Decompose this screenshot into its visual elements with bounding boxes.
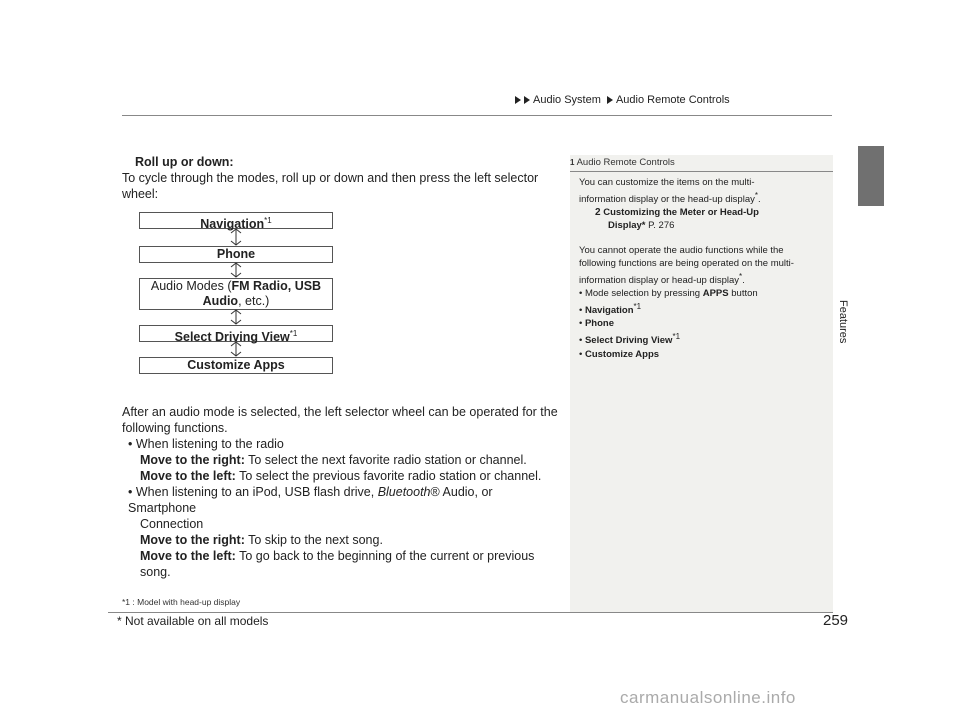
intro-text: To cycle through the modes, roll up or down and then press the left selector wheel: — [122, 171, 539, 201]
bullet-icon: • — [128, 485, 133, 499]
panel-bullet: • Customize Apps — [579, 348, 660, 360]
radio-right-item: Move to the right: To select the next favorite radio station or channel. — [140, 453, 527, 467]
bullet-icon: • — [579, 305, 583, 317]
side-note-body: You can customize the items on the multi- information display or the head-up display*. 2 Customizing the Meter or Head-Up Display* P. 276 You cannot operate the audio functions while the following functions are being operated on the multi- information display or head-up display*. • Mode selection by pressing APPS button • Navigation$^{*1}$ • Phone • Select Driving View$^{*1}$ • Customize Apps — [579, 176, 829, 361]
triangle-right-icon — [524, 96, 530, 104]
section-tab — [858, 146, 884, 206]
bullet-icon: • — [128, 437, 133, 451]
page-number: 259 — [823, 612, 849, 629]
flow-box-audio-modes: Audio Modes (FM Radio, USB Audio, etc.) — [139, 278, 333, 310]
intro-heading: Roll up or down: — [135, 155, 234, 169]
bullet-icon: • — [579, 348, 583, 360]
reference-arrow-icon: 2 — [595, 207, 601, 219]
ipod-bullet: • When listening to an iPod, USB flash drive, Bluetooth® Audio, or Smartphone — [128, 485, 493, 515]
radio-bullet: • When listening to the radio — [128, 437, 284, 451]
double-arrow-icon — [228, 228, 244, 246]
double-arrow-icon — [228, 341, 244, 357]
ipod-right-item: Move to the right: To skip to the next song. — [140, 533, 383, 547]
flow-box-customize-apps: Customize Apps — [139, 357, 333, 374]
bullet-icon: • — [579, 288, 583, 300]
double-arrow-icon — [228, 262, 244, 278]
triangle-right-icon — [515, 96, 521, 104]
double-arrow-icon — [228, 309, 244, 325]
flow-box-driving-view: Select Driving View$^{*1}$ — [139, 325, 333, 342]
footnote: *1 : Model with head-up display — [122, 597, 241, 607]
section-label: Features — [837, 300, 849, 344]
side-note-title: 1 Audio Remote Controls — [570, 157, 833, 172]
reference-link[interactable]: 2 Customizing the Meter or Head-Up — [595, 207, 759, 219]
breadcrumb-item[interactable]: Audio System — [533, 94, 601, 106]
availability-note: * Not available on all models — [117, 614, 269, 628]
after-paragraph: After an audio mode is selected, the left selector wheel can be operated for the following functions. • When listening to the radio Move to the right: To select the next favorite radio station or channel. Move to the left: To select the previous favorite radio station or channel. • When listening to an iPod, USB flash drive, Bluetooth® Audio, or Smartphone Connection Move to the right: To skip to the next song. Move to the left: To go back to the beginning of the current or previous song. — [122, 404, 562, 580]
breadcrumb — [515, 94, 730, 106]
panel-bullet: • Mode selection by pressing APPS button — [579, 288, 758, 300]
panel-bullet: • Navigation$^{*1}$ — [579, 302, 642, 317]
flow-box-phone: Phone — [139, 246, 333, 263]
breadcrumb-item[interactable]: Audio Remote Controls — [615, 94, 730, 106]
ipod-left-item: Move to the left: To go back to the beginning of the current or previous song. — [140, 549, 535, 579]
watermark: carmanualsonline.info — [620, 688, 796, 707]
panel-bullet: • Phone — [579, 318, 614, 330]
radio-left-item: Move to the left: To select the previous favorite radio station or channel. — [140, 469, 542, 483]
note-icon: 1 — [570, 158, 575, 167]
flow-box-navigation: Navigation$^{*1}$ — [139, 212, 333, 229]
bullet-icon: • — [579, 318, 583, 330]
footer-rule — [108, 612, 833, 613]
header-rule — [122, 115, 832, 116]
bullet-icon: • — [579, 335, 583, 347]
triangle-right-icon — [607, 96, 613, 104]
panel-bullet: • Select Driving View$^{*1}$ — [579, 332, 681, 347]
